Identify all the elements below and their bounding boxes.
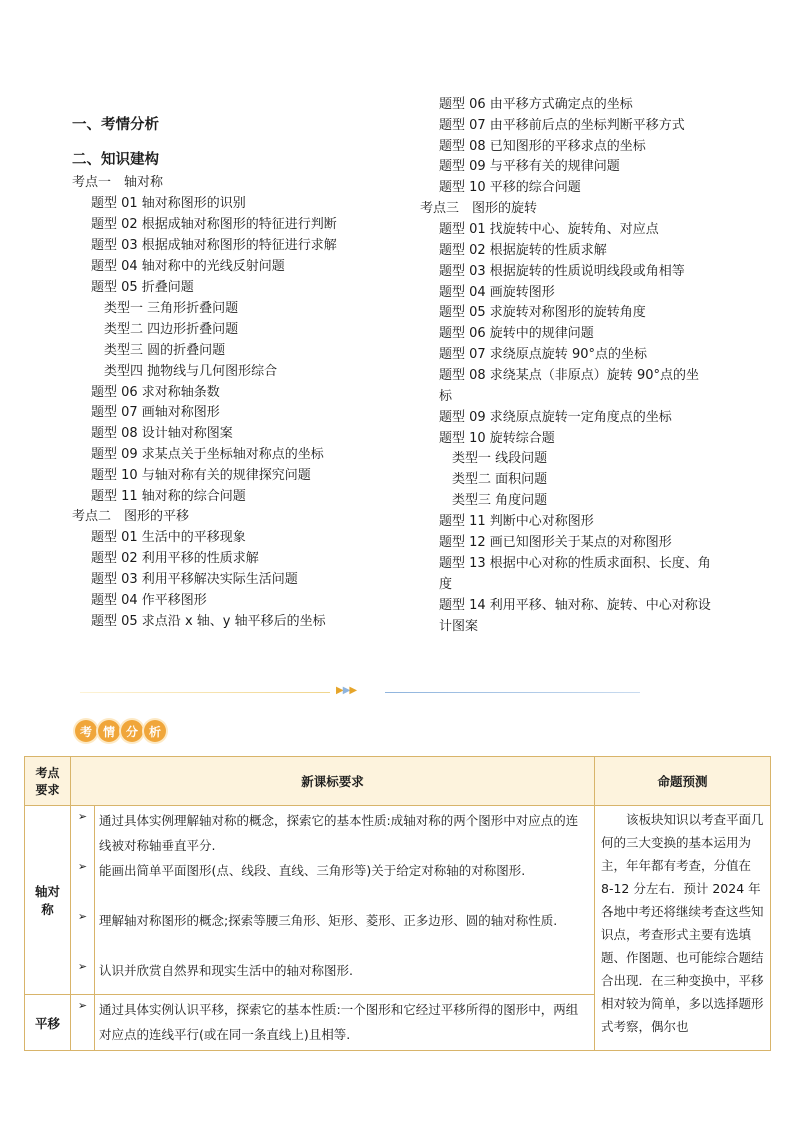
kp1-item[interactable]: 题型 02 根据成轴对称图形的特征进行判断	[91, 217, 337, 232]
kp3-item[interactable]: 题型 02 根据旋转的性质求解	[439, 243, 607, 258]
kp1-title[interactable]: 考点一 轴对称	[72, 175, 164, 190]
kp3-item[interactable]: 题型 04 画旋转图形	[439, 285, 555, 300]
kp2-title[interactable]: 考点二 图形的平移	[72, 509, 190, 524]
requirement-text: 能画出简单平面图形(点、线段、直线、三角形等)关于给定对称轴的对称图形.	[99, 863, 526, 878]
kp3-item[interactable]: 题型 03 根据旋转的性质说明线段或角相等	[439, 264, 685, 279]
badge-char: 分	[121, 720, 143, 742]
bullet-cell	[71, 995, 95, 1051]
kp2-item[interactable]: 题型 06 由平移方式确定点的坐标	[439, 97, 633, 112]
kp3-item[interactable]: 题型 09 求绕原点旋转一定角度点的坐标	[439, 410, 672, 425]
requirement-text: 通过具体实例理解轴对称的概念，探索它的基本性质:成轴对称的两个图形中对应点的连线被对称轴垂直平分.	[99, 813, 579, 853]
divider-left	[80, 692, 330, 693]
kp1-item[interactable]: 题型 07 画轴对称图形	[91, 405, 220, 420]
kp1-subitem[interactable]: 类型二 四边形折叠问题	[104, 322, 239, 337]
kp3-item[interactable]: 题型 13 根据中心对称的性质求面积、长度、角	[439, 556, 711, 571]
divider-right	[385, 692, 640, 693]
kp2-item[interactable]: 题型 01 生活中的平移现象	[91, 530, 246, 545]
kp1-subitem[interactable]: 类型一 三角形折叠问题	[104, 301, 239, 316]
kp1-subitem[interactable]: 类型三 圆的折叠问题	[104, 343, 226, 358]
requirement-text: 通过具体实例认识平移，探索它的基本性质:一个图形和它经过平移所得的图形中，两组对应点的连线平行(或在同一条直线上)且相等.	[99, 1002, 579, 1042]
kp3-item[interactable]: 题型 14 利用平移、轴对称、旋转、中心对称设	[439, 598, 711, 613]
requirement-text: 认识并欣赏自然界和现实生活中的轴对称图形.	[99, 963, 353, 978]
kp1-item[interactable]: 题型 08 设计轴对称图案	[91, 426, 233, 441]
requirements-table	[24, 756, 771, 1051]
kp3-item-wrap[interactable]: 标	[439, 389, 453, 404]
section-heading-structure[interactable]: 二、知识建构	[72, 152, 159, 168]
kp3-item[interactable]: 题型 01 找旋转中心、旋转角、对应点	[439, 222, 659, 237]
kp2-item[interactable]: 题型 10 平移的综合问题	[439, 180, 581, 195]
kp3-item[interactable]: 题型 08 求绕某点（非原点）旋转 90°点的坐	[439, 368, 699, 383]
kp3-title[interactable]: 考点三 图形的旋转	[420, 201, 538, 216]
kp2-item[interactable]: 题型 03 利用平移解决实际生活问题	[91, 572, 298, 587]
kp3-subitem[interactable]: 类型三 角度问题	[452, 493, 548, 508]
requirements-cell	[95, 995, 595, 1051]
bullet-icon: ➢	[77, 910, 88, 923]
kp3-subitem[interactable]: 类型二 面积问题	[452, 472, 548, 487]
kp1-item[interactable]: 题型 05 折叠问题	[91, 280, 194, 295]
kp1-item[interactable]: 题型 04 轴对称中的光线反射问题	[91, 259, 285, 274]
badge-char: 考	[75, 720, 97, 742]
header-kp: 考点 要求	[25, 757, 71, 806]
table-row	[25, 806, 771, 995]
section-heading-analysis[interactable]: 一、考情分析	[72, 117, 159, 133]
kp2-item[interactable]: 题型 02 利用平移的性质求解	[91, 551, 259, 566]
kp2-item[interactable]: 题型 07 由平移前后点的坐标判断平移方式	[439, 118, 685, 133]
kp3-subitem[interactable]: 类型一 线段问题	[452, 451, 548, 466]
kp2-item[interactable]: 题型 08 已知图形的平移求点的坐标	[439, 139, 646, 154]
kp3-item[interactable]: 题型 07 求绕原点旋转 90°点的坐标	[439, 347, 647, 362]
bullet-cell	[71, 806, 95, 995]
prediction-cell: 该板块知识以考查平面几何的三大变换的基本运用为主，年年都有考查，分值在 8-12 分左右．预计 2024 年各地中考还将继续考查这些知识点，考查形式主要有选填题、作图题、也可能综合题结合出现．在三种变换中，平移相对较为简单，多以选择题形式考察，偶尔也	[595, 806, 771, 1051]
kp3-item[interactable]: 题型 10 旋转综合题	[439, 431, 555, 446]
table-header-row	[25, 757, 771, 806]
requirements-cell	[95, 806, 595, 995]
kp2-item[interactable]: 题型 05 求点沿 x 轴、y 轴平移后的坐标	[91, 614, 326, 629]
kp1-item[interactable]: 题型 10 与轴对称有关的规律探究问题	[91, 468, 311, 483]
kp1-item[interactable]: 题型 01 轴对称图形的识别	[91, 196, 246, 211]
section-badge	[75, 720, 167, 742]
badge-char: 情	[98, 720, 120, 742]
kp3-item[interactable]: 题型 06 旋转中的规律问题	[439, 326, 594, 341]
bullet-icon: ➢	[77, 999, 88, 1012]
bullet-icon: ➢	[77, 810, 88, 823]
kp3-item-wrap[interactable]: 计图案	[439, 619, 479, 634]
kp2-item[interactable]: 题型 04 作平移图形	[91, 593, 207, 608]
kp-cell: 轴对 称	[25, 806, 71, 995]
kp3-item-wrap[interactable]: 度	[439, 577, 453, 592]
bullet-icon: ➢	[77, 960, 88, 973]
kp1-subitem[interactable]: 类型四 抛物线与几何图形综合	[104, 364, 278, 379]
kp1-item[interactable]: 题型 11 轴对称的综合问题	[91, 489, 246, 504]
kp1-item[interactable]: 题型 03 根据成轴对称图形的特征进行求解	[91, 238, 337, 253]
header-standard: 新课标要求	[71, 757, 595, 806]
bullet-icon: ➢	[77, 860, 88, 873]
kp3-item[interactable]: 题型 12 画已知图形关于某点的对称图形	[439, 535, 672, 550]
header-prediction: 命题预测	[595, 757, 771, 806]
badge-char: 析	[144, 720, 166, 742]
kp1-item[interactable]: 题型 09 求某点关于坐标轴对称点的坐标	[91, 447, 324, 462]
kp3-item[interactable]: 题型 05 求旋转对称图形的旋转角度	[439, 305, 646, 320]
kp1-item[interactable]: 题型 06 求对称轴条数	[91, 385, 220, 400]
kp2-item[interactable]: 题型 09 与平移有关的规律问题	[439, 159, 620, 174]
kp3-item[interactable]: 题型 11 判断中心对称图形	[439, 514, 594, 529]
divider-arrows-icon: ▶▶▶	[336, 685, 357, 696]
requirement-text: 理解轴对称图形的概念;探索等腰三角形、矩形、菱形、正多边形、圆的轴对称性质.	[99, 913, 558, 928]
kp-cell: 平移	[25, 995, 71, 1051]
